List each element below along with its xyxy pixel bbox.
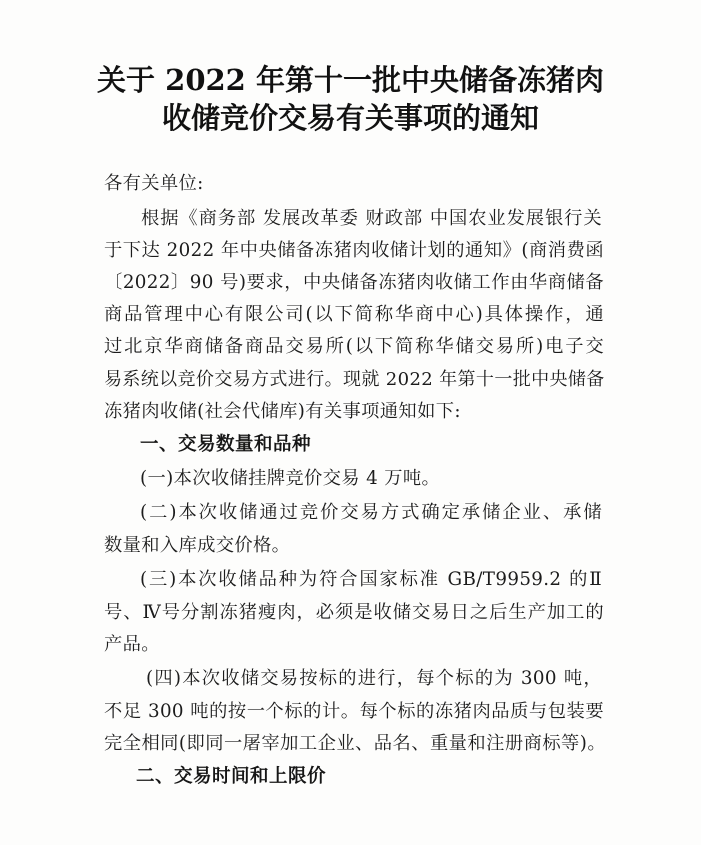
item-3-line-2: 号、Ⅳ号分割冻猪瘦肉，必须是收储交易日之后生产加工的	[104, 602, 604, 623]
intro-line-1: 根据《商务部 发展改革委 财政部 中国农业发展银行关	[141, 208, 602, 229]
intro-line-6: 易系统以竞价交易方式进行。现就 2022 年第十一批中央储备	[104, 369, 605, 390]
intro-line-4: 商品管理中心有限公司(以下简称华商中心)具体操作，通	[104, 304, 604, 325]
section-2-heading: 二、交易时间和上限价	[136, 766, 327, 787]
section-1-heading: 一、交易数量和品种	[140, 434, 312, 455]
intro-line-2: 于下达 2022 年中央储备冻猪肉收储计划的通知》(商消费函	[104, 240, 604, 261]
document-title-line-1: 关于 2022 年第十一批中央储备冻猪肉	[97, 63, 604, 97]
intro-line-3: 〔2022〕90 号)要求，中央储备冻猪肉收储工作由华商储备	[104, 272, 604, 293]
item-1-line-1: (一)本次收储挂牌竞价交易 4 万吨。	[140, 468, 441, 489]
document-title-line-2: 收储竞价交易有关事项的通知	[161, 101, 539, 135]
item-3-line-1: (三)本次收储品种为符合国家标准 GB/T9959.2 的Ⅱ	[140, 569, 602, 590]
item-4-line-1: (四)本次收储交易按标的进行，每个标的为 300 吨，	[146, 668, 602, 689]
item-3-line-3: 产品。	[104, 634, 160, 655]
salutation: 各有关单位:	[104, 173, 204, 194]
item-2-line-1: (二)本次收储通过竞价交易方式确定承储企业、承储	[140, 502, 602, 523]
item-4-line-2: 不足 300 吨的按一个标的计。每个标的冻猪肉品质与包装要	[104, 701, 604, 722]
item-4-line-3: 完全相同(即同一屠宰加工企业、品名、重量和注册商标等)。	[104, 733, 606, 754]
intro-line-5: 过北京华商储备商品交易所(以下简称华储交易所)电子交	[104, 336, 604, 357]
item-2-line-2: 数量和入库成交价格。	[104, 535, 291, 556]
intro-line-7: 冻猪肉收储(社会代储库)有关事项通知如下:	[104, 401, 461, 422]
